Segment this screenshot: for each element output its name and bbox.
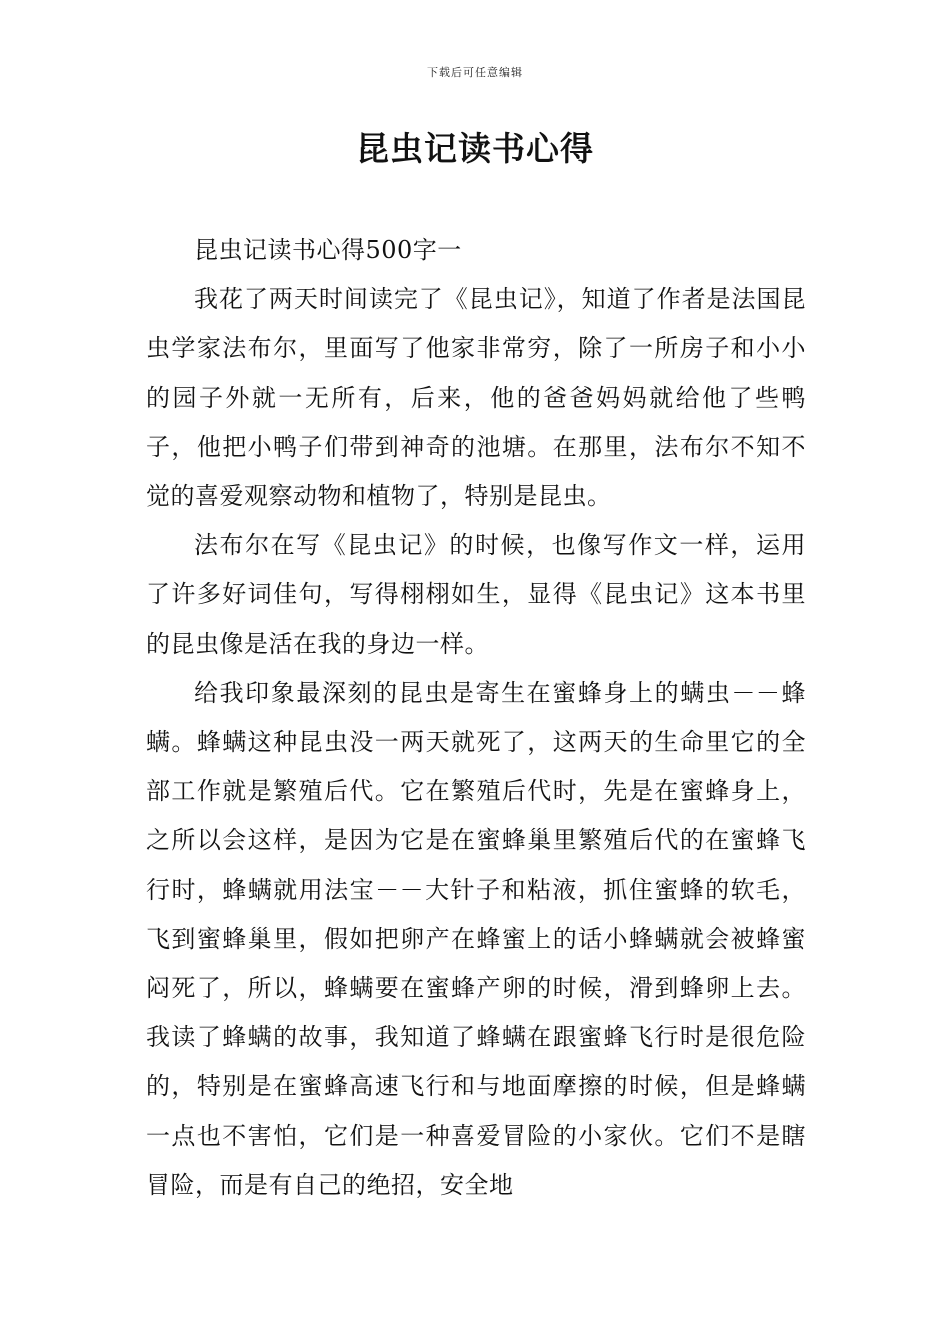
paragraph: 我花了两天时间读完了《昆虫记》，知道了作者是法国昆虫学家法布尔，里面写了他家非常穷，除了一所房子和小小的园子外就一无所有，后来，他的爸爸妈妈就给他了些鸭子，他把小鸭子们带到神奇的池塘。在那里，法布尔不知不觉的喜爱观察动物和植物了，特别是昆虫。 (146, 285, 806, 511)
paragraph: 给我印象最深刻的昆虫是寄生在蜜蜂身上的螨虫－－蜂螨。蜂螨这种昆虫没一两天就死了，这两天的生命里它的全部工作就是繁殖后代。它在繁殖后代时，先是在蜜蜂身上，之所以会这样，是因为它是在蜜蜂巢里繁殖后代的在蜜蜂飞行时，蜂螨就用法宝－－大针子和粘液，抓住蜜蜂的软毛，飞到蜜蜂巢里，假如把卵产在蜂蜜上的话小蜂螨就会被蜂蜜闷死了，所以，蜂螨要在蜜蜂产卵的时候，滑到蜂卵上去。我读了蜂螨的故事，我知道了蜂螨在跟蜜蜂飞行时是很危险的，特别是在蜜蜂高速飞行和与地面摩擦的时候，但是蜂螨一点也不害怕，它们是一种喜爱冒险的小家伙。它们不是瞎冒险，而是有自己的绝招，安全地 (146, 678, 806, 1199)
document-body (146, 226, 806, 1210)
paragraph-subtitle: 昆虫记读书心得500字一 (194, 236, 462, 264)
document-title: 昆虫记读书心得 (356, 129, 594, 168)
header-note: 下载后可任意编辑 (427, 66, 523, 79)
paragraph: 法布尔在写《昆虫记》的时候，也像写作文一样，运用了许多好词佳句，写得栩栩如生，显得《昆虫记》这本书里的昆虫像是活在我的身边一样。 (146, 531, 806, 658)
